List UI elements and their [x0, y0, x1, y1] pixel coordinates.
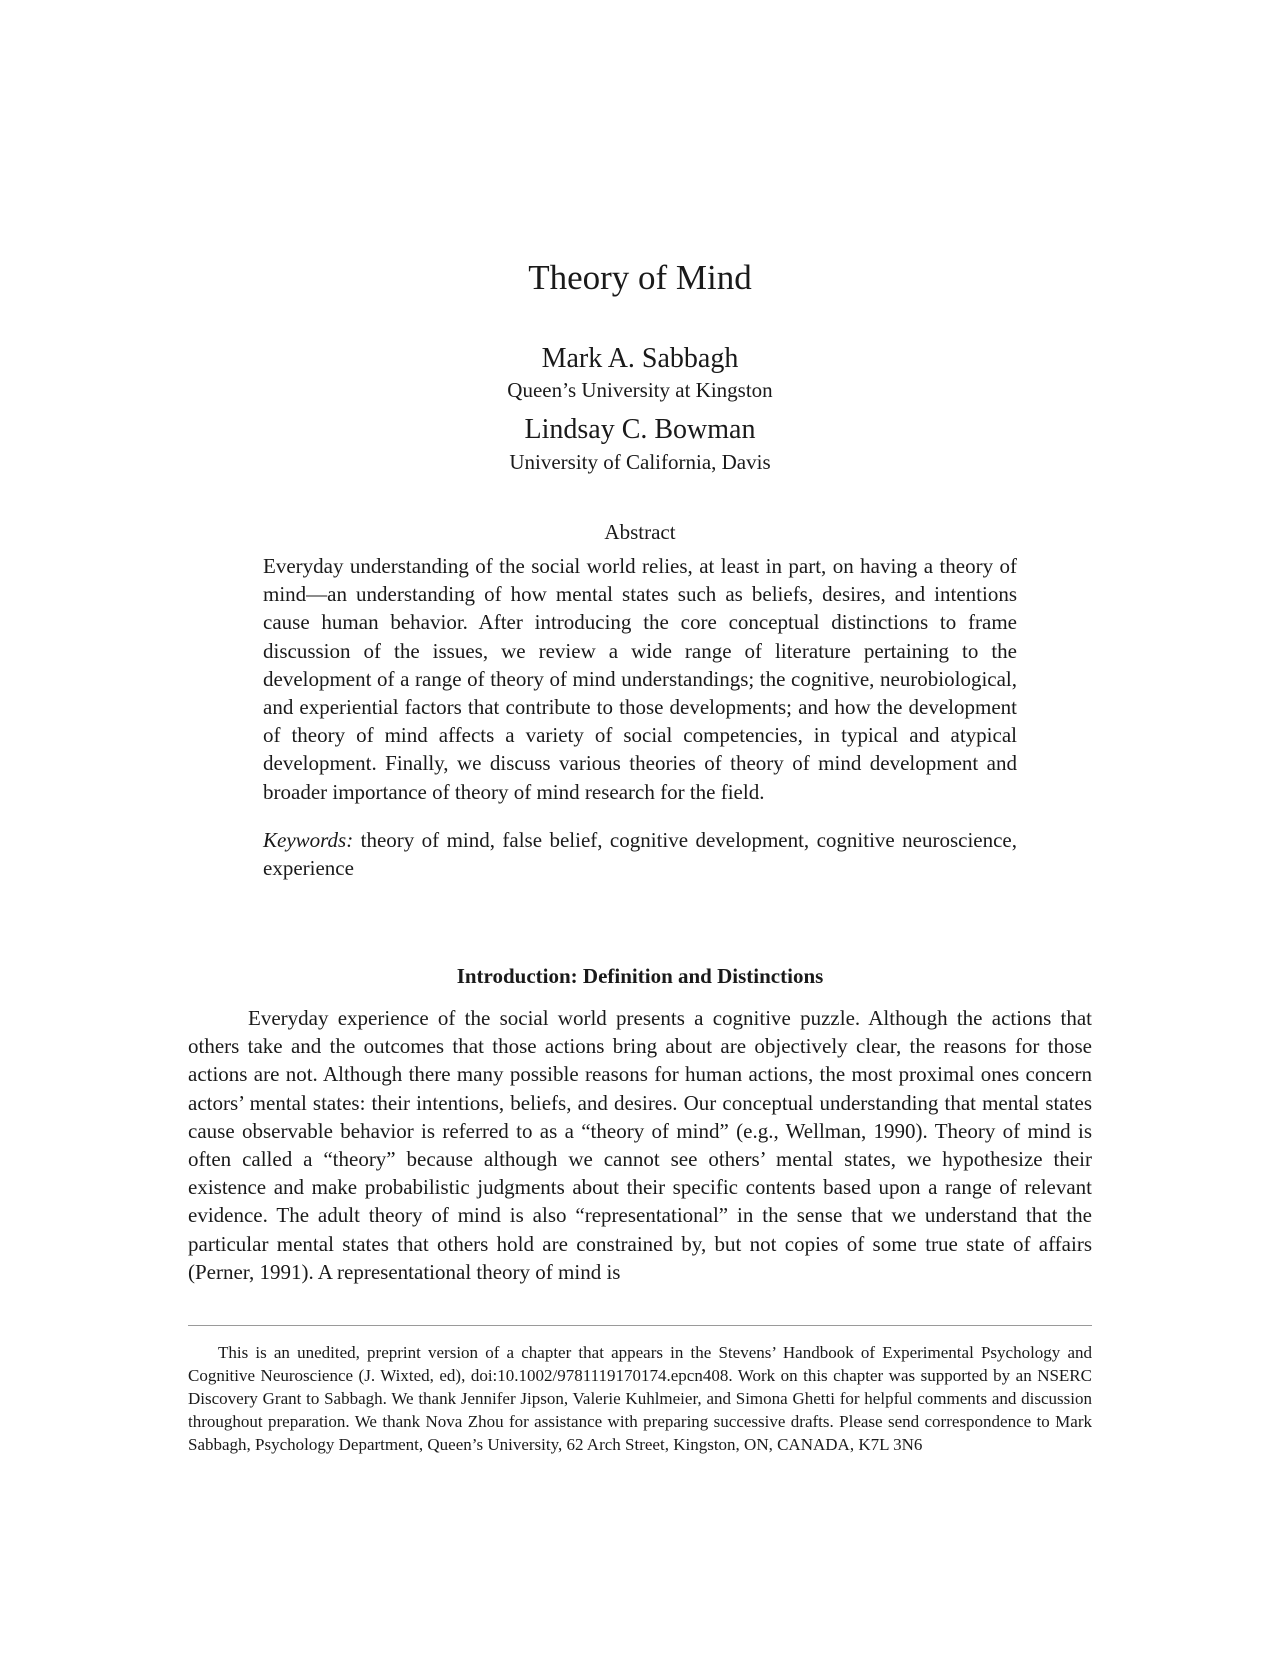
paper-title: Theory of Mind: [528, 258, 752, 297]
introduction-paragraph: Everyday experience of the social world presents a cognitive puzzle. Although the actions that others take and the outcomes that those actions bring about are objectively clear, the reasons for those actions are not. Although there many possible reasons for human actions, the most proximal ones concern actors’ mental states: their intentions, beliefs, and desires. Our conceptual understanding that mental states cause observable behavior is referred to as a “theory of mind” (e.g., Wellman, 1990). Theory of mind is often called a “theory” because although we cannot see others’ mental states, we hypothesize their existence and make probabilistic judgments about their specific contents based upon a range of relevant evidence. The adult theory of mind is also “representational” in the sense that we understand that the particular mental states that others hold are constrained by, but not copies of some true state of affairs (Perner, 1991). A representational theory of mind is: [188, 1006, 1092, 1284]
author-name-2: Lindsay C. Bowman: [524, 414, 756, 445]
keywords: [263, 826, 1017, 882]
keywords-text: theory of mind, false belief, cognitive development, cognitive neuroscience, experience: [263, 828, 1017, 881]
author-affiliation-2: University of California, Davis: [509, 450, 771, 474]
section-heading-introduction: Introduction: Definition and Distinctions: [456, 964, 824, 988]
author-affiliation-1: Queen’s University at Kingston: [507, 378, 773, 402]
keywords-label: Keywords:: [263, 828, 354, 852]
footnote-text: This is an unedited, preprint version of a chapter that appears in the Stevens’ Handbook of Experimental Psychology and Cognitive Neuroscience (J. Wixted, ed), doi:10.1002/9781119170174.epcn408. Work on this chapter was supported by an NSERC Discovery Grant to Sabbagh. We thank Jennifer Jipson, Valerie Kuhlmeier, and Simona Ghetti for helpful comments and discussion throughout preparation. We thank Nova Zhou for assistance with preparing successive drafts. Please send correspondence to Mark Sabbagh, Psychology Department, Queen’s University, 62 Arch Street, Kingston, ON, CANADA, K7L 3N6: [188, 1343, 1092, 1454]
abstract-heading: Abstract: [604, 520, 676, 544]
footnote-divider: [188, 1325, 1092, 1326]
abstract-text: Everyday understanding of the social world relies, at least in part, on having a theory of mind—an understanding of how mental states such as beliefs, desires, and intentions cause human behavior. After introducing the core conceptual distinctions to frame discussion of the issues, we review a wide range of literature pertaining to the development of a range of theory of mind understandings; the cognitive, neurobiological, and experiential factors that contribute to those developments; and how the development of theory of mind affects a variety of social competencies, in typical and atypical development. Finally, we discuss various theories of theory of mind development and broader importance of theory of mind research for the field.: [263, 554, 1017, 804]
author-name-1: Mark A. Sabbagh: [541, 343, 739, 374]
